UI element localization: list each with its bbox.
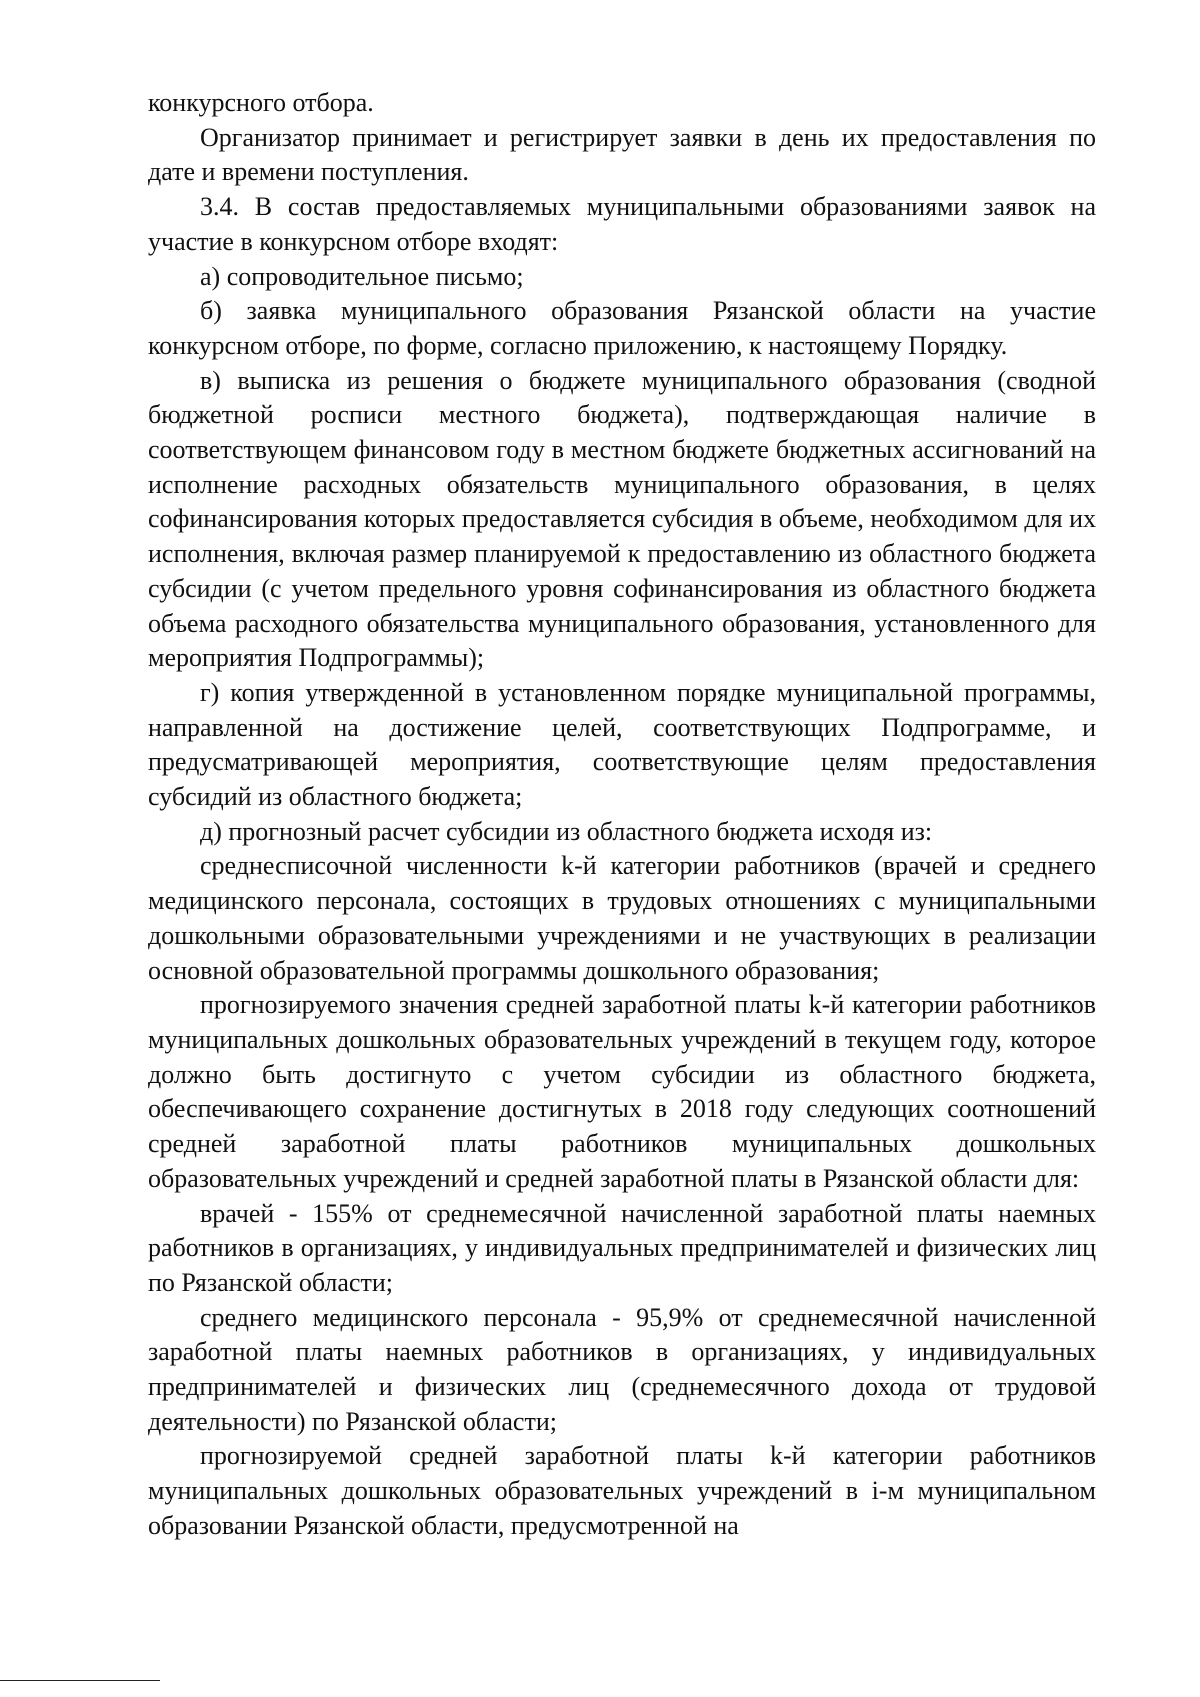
list-item-b: б) заявка муниципального образования Рязанской области на участие конкурсном отборе, по форме, согласно приложению, к настоящему Порядку. [148,296,1096,360]
paragraph-headcount: среднесписочной численности k-й категории работников (врачей и среднего медицинского персонала, состоящих в трудовых отношениях с муниципальными дошкольными образовательными учреждениями и не участвующих в реализации основной образовательной программы дошкольного образования; [148,851,1096,985]
paragraph-continuation: конкурсного отбора. [148,88,374,117]
footnote-separator [0,1680,160,1681]
paragraph-medical-staff-ratio: среднего медицинского персонала - 95,9% от среднемесячной начисленной заработной платы наемных работников в организациях, у индивидуальных предпринимателей и физических лиц (среднемесячного дохода от трудовой деятельности) по Рязанской области; [148,1302,1096,1436]
document-body [148,86,1096,1544]
list-item-v: в) выписка из решения о бюджете муниципального образования (сводной бюджетной росписи местного бюджета), подтверждающая наличие в соответствующем финансовом году в местном бюджете бюджетных ассигнований на исполнение расходных обязательств муниципального образования, в целях софинансирования которых предоставляется субсидия в объеме, необходимом для их исполнения, включая размер планируемой к предоставлению из областного бюджета субсидии (с учетом предельного уровня софинансирования из областного бюджета объема расходного обязательства муниципального образования, установленного для мероприятия Подпрограммы); [148,365,1096,673]
paragraph-doctors-ratio: врачей - 155% от среднемесячной начисленной заработной платы наемных работников в организациях, у индивидуальных предпринимателей и физических лиц по Рязанской области; [148,1198,1096,1297]
list-item-d: д) прогнозный расчет субсидии из областного бюджета исходя из: [200,816,933,846]
paragraph-forecast-salary: прогнозируемого значения средней заработной платы k-й категории работников муниципальных дошкольных образовательных учреждений в текущем году, которое должно быть достигнуто с учетом субсидии из областного бюджета, обеспечивающего сохранение достигнутых в 2018 году следующих соотношений средней заработной платы работников муниципальных дошкольных образовательных учреждений и средней заработной платы в Рязанской области для: [148,990,1096,1193]
list-item-g: г) копия утвержденной в установленном порядке муниципальной программы, направленной на достижение целей, соответствующих Подпрограмме, и предусматривающей мероприятия, соответствующие целям предоставления субсидий из областного бюджета; [148,677,1096,812]
paragraph-registration: Организатор принимает и регистрирует заявки в день их предоставления по дате и времени поступления. [148,122,1096,187]
paragraph-section-3-4: 3.4. В состав предоставляемых муниципальными образованиями заявок на участие в конкурсном отборе входят: [148,192,1096,256]
paragraph-forecast-municipal: прогнозируемой средней заработной платы k-й категории работников муниципальных дошкольных образовательных учреждений в i-м муниципальном образовании Рязанской области, предусмотренной на [148,1441,1096,1540]
list-item-a: а) сопроводительное письмо; [200,261,524,291]
